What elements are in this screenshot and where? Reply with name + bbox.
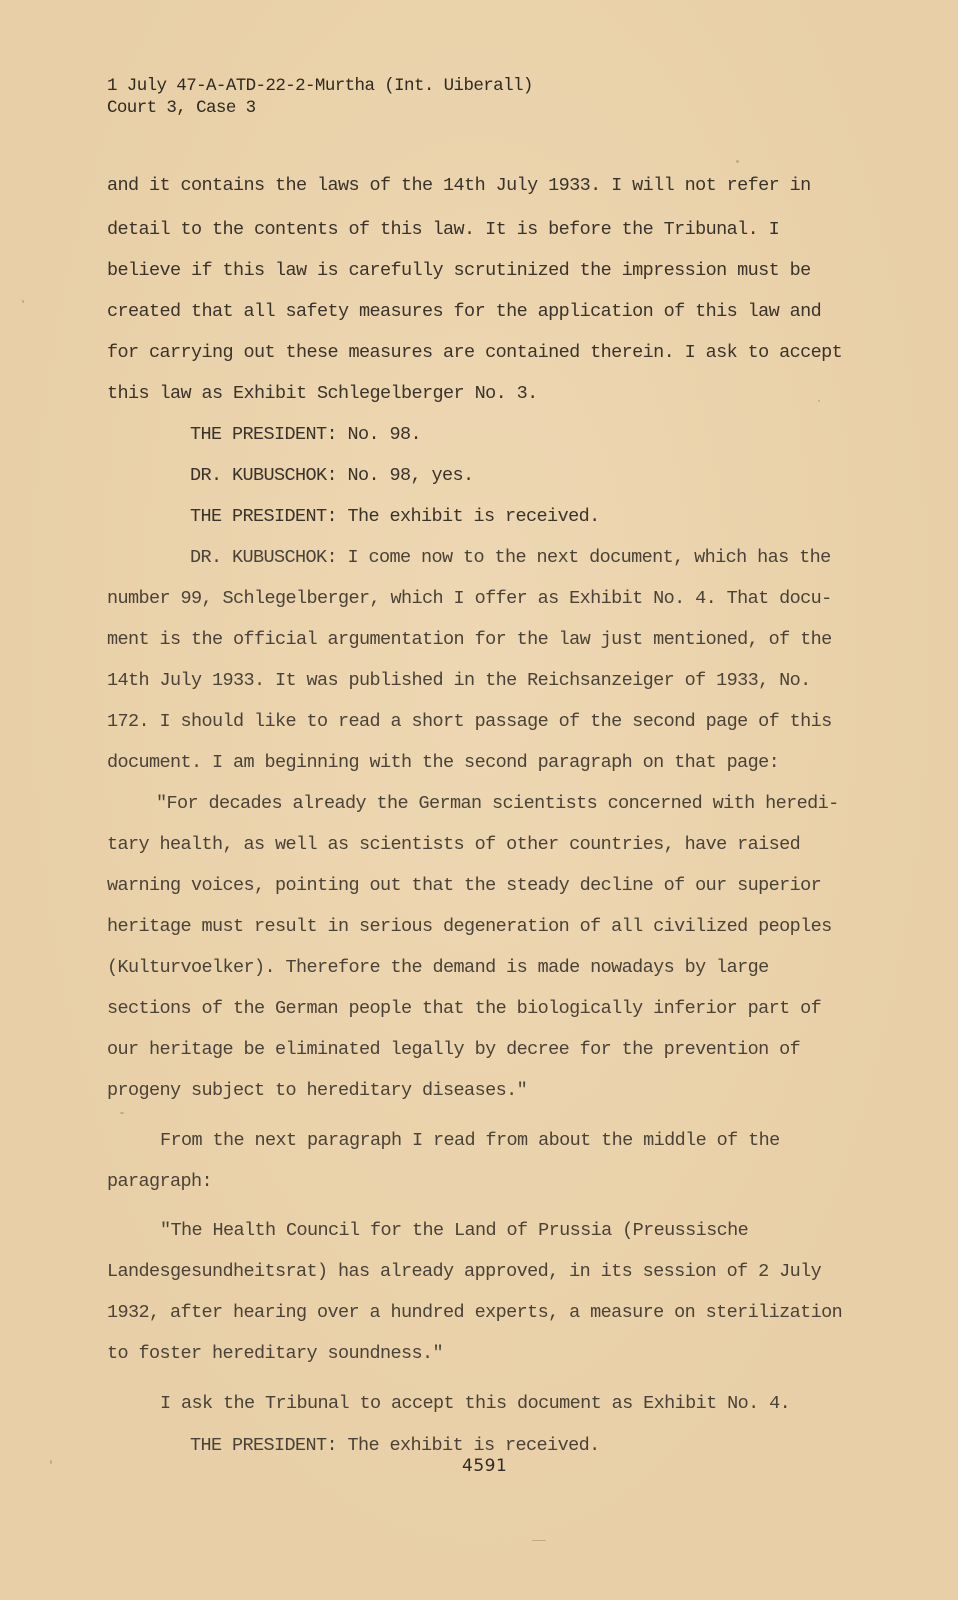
header-line-1: 1 July 47-A-ATD-22-2-Murtha (Int. Uiberall): [107, 76, 533, 96]
body-line: created that all safety measures for the application of this law and: [107, 301, 822, 322]
body-line: and it contains the laws of the 14th July 1933. I will not refer in: [107, 175, 811, 196]
speaker-line: THE PRESIDENT: The exhibit is received.: [190, 506, 600, 527]
speaker-line: THE PRESIDENT: No. 98.: [190, 424, 422, 445]
body-line: From the next paragraph I read from about the middle of the: [160, 1130, 780, 1151]
body-line: 172. I should like to read a short passage of the second page of this: [107, 711, 832, 732]
body-line: number 99, Schlegelberger, which I offer as Exhibit No. 4. That docu-: [107, 588, 832, 609]
paper-speck: [736, 160, 739, 163]
quote-line: tary health, as well as scientists of other countries, have raised: [107, 834, 801, 855]
speaker-line: THE PRESIDENT: The exhibit is received.: [190, 1435, 600, 1456]
body-line: for carrying out these measures are contained therein. I ask to accept: [107, 342, 843, 363]
quote-line: heritage must result in serious degeneration of all civilized peoples: [107, 916, 832, 937]
quote-line: Landesgesundheitsrat) has already approved, in its session of 2 July: [107, 1261, 822, 1282]
paper-speck: [120, 1112, 124, 1114]
quote-line: sections of the German people that the biologically inferior part of: [107, 998, 822, 1019]
paper-speck: [50, 1460, 52, 1464]
speaker-line: DR. KUBUSCHOK: No. 98, yes.: [190, 465, 474, 486]
body-line: ment is the official argumentation for the law just mentioned, of the: [107, 629, 832, 650]
quote-line: "The Health Council for the Land of Prussia (Preussische: [160, 1220, 749, 1241]
body-line: 14th July 1933. It was published in the Reichsanzeiger of 1933, No.: [107, 670, 811, 691]
quote-line: progeny subject to hereditary diseases.": [107, 1080, 528, 1101]
speaker-line: DR. KUBUSCHOK: I come now to the next document, which has the: [190, 547, 831, 568]
page-number: 4591: [462, 1456, 508, 1476]
paper-speck: [818, 400, 820, 402]
body-line: believe if this law is carefully scrutinized the impression must be: [107, 260, 811, 281]
paper-speck: [532, 1540, 546, 1541]
quote-line: (Kulturvoelker). Therefore the demand is made nowadays by large: [107, 957, 769, 978]
quote-line: warning voices, pointing out that the steady decline of our superior: [107, 875, 822, 896]
body-line: paragraph:: [107, 1171, 213, 1192]
quote-line: 1932, after hearing over a hundred experts, a measure on sterilization: [107, 1302, 843, 1323]
paper-speck: [22, 300, 24, 303]
body-line: detail to the contents of this law. It is before the Tribunal. I: [107, 219, 780, 240]
body-line: this law as Exhibit Schlegelberger No. 3.: [107, 383, 538, 404]
quote-line: to foster hereditary soundness.": [107, 1343, 444, 1364]
header-line-2: Court 3, Case 3: [107, 98, 256, 118]
quote-line: our heritage be eliminated legally by decree for the prevention of: [107, 1039, 801, 1060]
body-line: document. I am beginning with the second paragraph on that page:: [107, 752, 780, 773]
body-line: I ask the Tribunal to accept this document as Exhibit No. 4.: [160, 1393, 791, 1414]
quote-line: "For decades already the German scientists concerned with heredi-: [156, 793, 839, 814]
